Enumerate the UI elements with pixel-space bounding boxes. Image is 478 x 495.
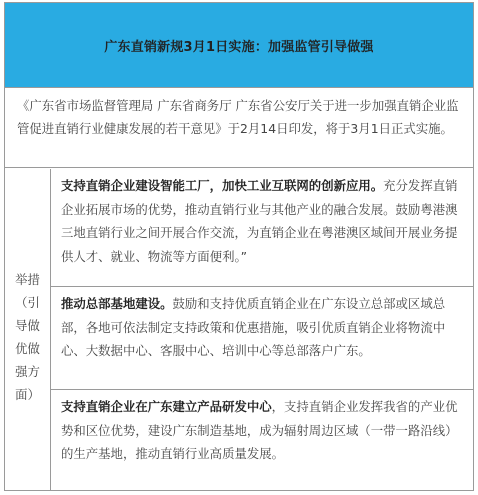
page-title: 广东直销新规3月1日实施：加强监管引导做强 <box>104 39 374 55</box>
measure-3-lead: 支持直销企业在广东建立产品研发中心 <box>61 399 272 414</box>
measure-row-1 <box>51 169 473 286</box>
side-label-cell <box>5 169 51 491</box>
measure-row-2 <box>51 286 473 389</box>
measure-1-body: 充分发挥直销企业拓展市场的优势，推动直销行业与其他产业的融合发展。鼓励粤港澳三地直销行业之间开展合作交流，为直销企业在粤港澳区域间开展业务提供人才、就业、物流等方面便利。” <box>61 178 458 264</box>
title-bar <box>5 3 473 88</box>
side-label: 举措（引导做优做强方面） <box>15 272 40 402</box>
intro-paragraph: 《广东省市场监督管理局 广东省商务厅 广东省公安厅关于进一步加强直销企业监管促进直销行业健康发展的若干意见》于2月14日印发，将于3月1日正式实施。 <box>5 88 473 168</box>
measure-2-body: 鼓励和支持优质直销企业在广东设立总部或区域总部，各地可依法制定支持政策和优惠措施，吸引优质直销企业将物流中心、大数据中心、客服中心、培训中心等总部落户广东。 <box>61 296 446 358</box>
measure-row-3 <box>51 389 473 491</box>
measure-2-lead: 推动总部基地建设。 <box>61 296 173 311</box>
measure-3-body: ，支持直销企业发挥我省的产业优势和区位优势，建设广东制造基地，成为辐射周边区域（一带一路沿线）的生产基地，推动直销行业高质量发展。 <box>61 399 458 461</box>
measure-1-lead: 支持直销企业建设智能工厂，加快工业互联网的创新应用。 <box>61 178 384 193</box>
measures-list <box>51 169 473 491</box>
policy-table <box>4 2 474 491</box>
